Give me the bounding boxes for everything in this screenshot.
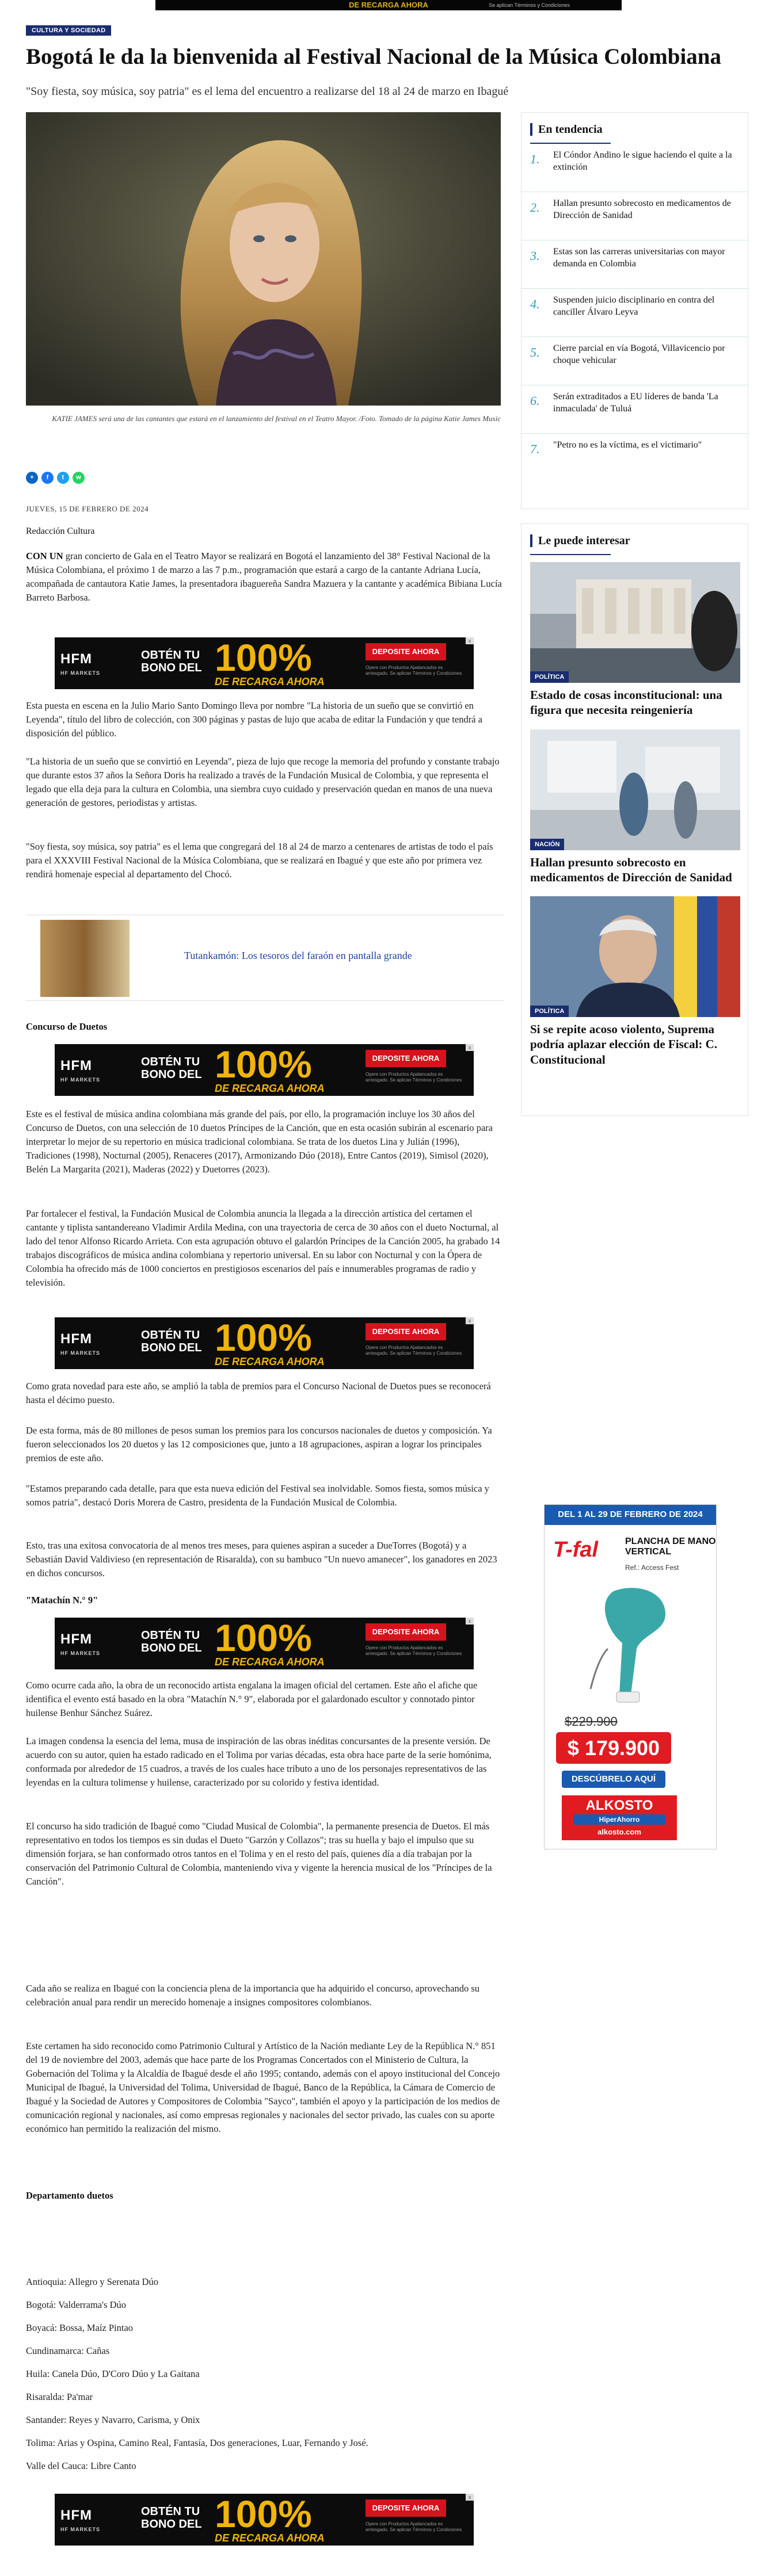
author: Redacción Cultura xyxy=(26,526,95,536)
article-paragraph: Esto, tras una exitosa convocatoria de al menos tres meses, para quienes aspiran a suceder a DueTorres (Bogotá) y a Sebastián David Valdivieso (en representación de Risaralda), con su bambuco "Un nuevo amanecer", los ganadores en 2023 en dichos concursos. xyxy=(26,1540,497,1579)
ad-recarga: DE RECARGA AHORA xyxy=(215,2532,325,2544)
ad2-new-price: $ 179.900 xyxy=(556,1732,671,1764)
article-paragraph: "Soy fiesta, soy música, soy patria" es el lema que congregará del 18 al 24 de marzo a centenares de artistas de todo el país para el XXXVIII Festival Nacional de la Música Colombiana, que se realizará en Ibagué y que este año por primera vez rendirá homenaje especial al departamento del Chocó. xyxy=(26,841,493,880)
trend-item[interactable]: 4. Suspenden juicio disciplinario en contra del canciller Álvaro Leyva xyxy=(521,289,748,337)
article-paragraph: Par fortalecer el festival, la Fundación Musical de Colombia anuncia la llegada a la dirección artística del certamen el cantante y tiplista santandereano Vladimir Ardila Medina, con una trayectoria de cerca de 30 años con el dueto Nocturnal, al lado del tenor Alfonso Ricardo Arrieta. Con esta agrupación obtuvo el galardón Príncipes de la Canción 2005, ha grabado 14 trabajos discográficos de música andina colombiana y repertorio universal. En su labor con Nocturnal y con la Ópera de Colombia ha ofrecido más de 1000 conciertos en prestigiosos escenarios del país e innumerables programas de radio y televisión. xyxy=(26,1208,500,1288)
hfm-banner-ad[interactable] xyxy=(55,2494,474,2546)
ad-close-icon[interactable]: x xyxy=(466,2494,474,2501)
ad2-ref: Ref.: Access Fest xyxy=(625,1564,679,1572)
photo-caption: KATIE JAMES será una de las cantantes que estará en el lanzamiento del festival en el Teatro Mayor. /Foto. Tomado de la página Katie James Music xyxy=(52,414,501,423)
recommended-card[interactable] xyxy=(530,562,739,718)
ad-deposit-button[interactable]: DEPOSITE AHORA xyxy=(366,1623,446,1641)
article-paragraph: "La historia de un sueño que se convirtió en Leyenda", pieza de lujo que recoge la memoria del profundo y constante trabajo que durante estos 37 años la Señora Doris ha realizado a través de la Fundación Musical de Colombia, y que representa el legado que ella deja para la cultura en Colombia, una siembra cuyo cuidado y preservación quedan en manos de una nueva generación de gestores, periodistas y artistas. xyxy=(26,756,500,808)
ad2-date-bar: DEL 1 AL 29 DE FEBRERO DE 2024 xyxy=(545,1505,716,1525)
top-ad-text: DE RECARGA AHORA xyxy=(349,1,428,9)
trend-item[interactable]: 2. Hallan presunto sobrecosto en medicamentos de Dirección de Sanidad xyxy=(521,192,748,240)
ad-percent: 100% xyxy=(215,1618,312,1659)
woman-portrait-image xyxy=(26,112,501,406)
article-paragraph: Esta puesta en escena en la Julio Mario Santo Domingo lleva por nombre "La historia de un sueño que se convirtió en Leyenda", título del libro de colección, con 300 páginas y pastas de lujo que acaba de editar la Fundación y que tendrá a disposición del público. xyxy=(26,700,482,739)
alkosto-ad[interactable] xyxy=(544,1504,717,1849)
category-tag[interactable]: CULTURA Y SOCIEDAD xyxy=(26,25,111,36)
duet-list-item: Bogotá: Valderrama's Dúo xyxy=(26,2299,127,2310)
trend-item[interactable]: 3. Estas son las carreras universitarias con mayor demanda en Colombia xyxy=(521,240,748,289)
ad-percent: 100% xyxy=(215,1044,312,1086)
ad-terms: Opere con Productos Apalancados es arriesgado. Se aplican Términos y Condiciones xyxy=(366,2521,462,2533)
ad-recarga: DE RECARGA AHORA xyxy=(215,676,325,687)
ad2-old-price: $229.900 xyxy=(565,1714,618,1729)
recommended-title: Le puede interesar xyxy=(530,534,739,547)
facebook-icon[interactable]: f xyxy=(41,472,54,484)
trend-item[interactable]: 6. Serán extraditados a EU líderes de banda 'La inmaculada' de Tuluá xyxy=(521,385,748,434)
recommended-card[interactable] xyxy=(530,729,739,885)
hfm-logo: HFM HF MARKETS xyxy=(60,2508,100,2532)
publish-date: JUEVES, 15 DE FEBRERO DE 2024 xyxy=(26,505,149,513)
duet-list-item: Santander: Reyes y Navarro, Carisma, y Onix xyxy=(26,2414,200,2425)
ad-recarga: DE RECARGA AHORA xyxy=(215,1083,325,1094)
ad-headline: OBTÉN TU BONO DEL xyxy=(141,649,202,674)
related-title[interactable]: Tutankamón: Los tesoros del faraón en pantalla grande xyxy=(184,950,412,961)
ad-headline: OBTÉN TU BONO DEL xyxy=(141,1056,202,1081)
article-paragraph: La imagen condensa la esencia del lema, musa de inspiración de las obras inéditas concursantes de la presente versión. De acuerdo con su autor, quien ha estado radicado en el Tolima por varias décadas, esta obra hace parte de la serie homónima, conformada por alrededor de 15 cuadros, a través de los cuales hace tributo a uno de los personajes representativos de las leyendas en la cultura tolimense y huilense, caracterizado por su colorido y festiva identidad. xyxy=(26,1736,492,1788)
card-image[interactable] xyxy=(530,562,740,683)
ad-close-icon[interactable]: x xyxy=(466,637,474,644)
hfm-logo: HFM HF MARKETS xyxy=(60,651,100,676)
ad-terms: Opere con Productos Apalancados es arriesgado. Se aplican Términos y Condiciones xyxy=(366,1072,462,1083)
article-paragraph xyxy=(26,549,504,605)
ad-terms: Opere con Productos Apalancados es arriesgado. Se aplican Términos y Condiciones xyxy=(366,1345,462,1356)
title-underline xyxy=(530,554,611,555)
ad-headline: OBTÉN TU BONO DEL xyxy=(141,2505,202,2531)
card-title[interactable]: Hallan presunto sobrecosto en medicamentos de Dirección de Sanidad xyxy=(530,855,732,884)
ad-deposit-button[interactable]: DEPOSITE AHORA xyxy=(366,2499,446,2517)
ad2-cta-button[interactable]: DESCÚBRELO AQUÍ xyxy=(562,1771,665,1788)
duet-list-item: Boyacá: Bossa, Maíz Pintao xyxy=(26,2322,134,2333)
duet-list-item: Cundinamarca: Cañas xyxy=(26,2345,110,2356)
ad-recarga: DE RECARGA AHORA xyxy=(215,1656,325,1668)
article-paragraph: "Estamos preparando cada detalle, para que esta nueva edición del Festival sea inolvidable. Somos fiesta, somos música y somos patria", destacó Doris Morera de Castro, presidenta de la Fundación Musical de Colombia. xyxy=(26,1483,489,1508)
trend-item[interactable]: 1. El Cóndor Andino le sigue haciendo el quite a la extinción xyxy=(521,144,748,192)
hero-photo xyxy=(26,112,501,406)
section-heading: Departamento duetos xyxy=(26,2190,113,2201)
section-heading: Concurso de Duetos xyxy=(26,1021,108,1032)
twitter-icon[interactable]: t xyxy=(57,472,69,484)
ad-headline: OBTÉN TU BONO DEL xyxy=(141,1629,202,1654)
card-tag[interactable]: NACIÓN xyxy=(530,839,564,850)
steamer-image xyxy=(579,1580,683,1709)
duet-list-item: Tolima: Arias y Ospina, Camino Real, Fantasía, Dos generaciones, Luar, Fernando y José. xyxy=(26,2437,368,2448)
card-title[interactable]: Si se repite acoso violento, Suprema podría aplazar elección de Fiscal: C. Constitucional xyxy=(530,1022,718,1067)
trend-item[interactable]: 7. "Petro no es la víctima, es el victimario" xyxy=(530,440,702,456)
trending-widget xyxy=(521,112,748,509)
related-article[interactable] xyxy=(26,915,504,1001)
whatsapp-icon[interactable]: w xyxy=(73,472,85,484)
ad-percent: 100% xyxy=(215,1317,312,1359)
article-paragraph: Este es el festival de música andina colombiana más grande del país, por ello, la programación incluye los 30 años del Concurso de Duetos, con una selección de 10 duetos Príncipes de la Canción, que en esta ocasión subirán al escenario para interpretar lo mejor de su repertorio en música tradicional colombiana. Se trata de los duetos Lina y Julián (1996), Tradiciones (1998), Nocturnal (2005), Renaceres (2017), Armonizando Dúo (2018), Entre Cantos (2019), Simisol (2020), Belén La Margarita (2021), Maderas (2022) y Duetorres (2023). xyxy=(26,1109,493,1175)
article-paragraph: Cada año se realiza en Ibagué con la conciencia plena de la importancia que ha adquirido el concurso, aprovechando su celebración anual para rendir un merecido homenaje a insignes compositores colombianos. xyxy=(26,1983,479,2008)
subheadline: "Soy fiesta, soy música, soy patria" es el lema del encuentro a realizarse del 18 al 24 de marzo en Ibagué xyxy=(26,85,509,98)
ad-deposit-button[interactable]: DEPOSITE AHORA xyxy=(366,643,446,660)
headline: Bogotá le da la bienvenida al Festival Nacional de la Música Colombiana xyxy=(26,44,721,69)
hfm-banner-ad[interactable] xyxy=(55,1317,474,1369)
lead-strong: CON UN xyxy=(26,551,63,561)
hfm-banner-ad[interactable] xyxy=(55,637,474,689)
article-paragraph: Como grata novedad para este año, se amplió la tabla de premios para el Concurso Nacional de Duetos pues se reconocerá hasta el décimo puesto. xyxy=(26,1381,491,1405)
hfm-banner-ad[interactable] xyxy=(55,1618,474,1669)
card-image[interactable] xyxy=(530,729,740,850)
ad-close-icon[interactable]: x xyxy=(466,1618,474,1625)
ad-headline: OBTÉN TU BONO DEL xyxy=(141,1329,202,1354)
lead-text: gran concierto de Gala en el Teatro Mayor se realizará en Bogotá el lanzamiento del 38° Festival Nacional de la Música Colombiana, el próximo 1 de marzo a las 7 p.m., programación que estará a cargo de la cantante Adriana Lucía, acompañada de cantautora Katie James, la presentadora ibaguereña Sandra Mazuera y la cantante y académica Bibiana Lucía Barreto Barbosa. xyxy=(26,551,502,603)
alkosto-logo: ALKOSTO HiperAhorro alkosto.com xyxy=(562,1795,677,1840)
duet-list-item: Huila: Canela Dúo, D'Coro Dúo y La Gaitana xyxy=(26,2368,200,2379)
trend-item[interactable]: 5. Cierre parcial en vía Bogotá, Villavicencio por choque vehicular xyxy=(521,337,748,385)
article-paragraph: El concurso ha sido tradición de Ibagué como "Ciudad Musical de Colombia", la permanente presencia de Duetos. El más representativo en todos los tiempos es sin dudas el Dueto "Garzón y Collazos"; tras su huella y bajo el impulso que su dimensión forjara, se han conformado otros tantos en el Tolima y en el resto del país, quienes día a día trabajan por la conservación del Patrimonio Cultural de Colombia, manteniendo viva y vigente la herencia musical de los "Príncipes de la Canción". xyxy=(26,1821,492,1887)
top-banner-ad[interactable] xyxy=(155,0,622,10)
ad-close-icon[interactable]: x xyxy=(466,1317,474,1324)
ad-percent: 100% xyxy=(215,2494,312,2535)
related-thumbnail xyxy=(40,920,130,997)
duet-list-item: Valle del Cauca: Libre Canto xyxy=(26,2460,136,2471)
top-ad-terms: Se aplican Términos y Condiciones xyxy=(489,2,570,8)
ad-deposit-button[interactable]: DEPOSITE AHORA xyxy=(366,1323,446,1340)
duet-list-item: Antioquia: Allegro y Serenata Dúo xyxy=(26,2276,159,2287)
ad-terms: Opere con Productos Apalancados es arriesgado. Se aplican Términos y Condiciones xyxy=(366,665,462,677)
article-paragraph: Como ocurre cada año, la obra de un reconocido artista engalana la imagen oficial del certamen. Este año el afiche que identifica el evento está basado en la obra "Matachín N.° 9", elaborada por el galardonado escultor y connotado pintor huilense Benhur Sánchez Suárez. xyxy=(26,1680,478,1718)
share-buttons xyxy=(26,472,85,484)
section-heading: "Matachín N.° 9" xyxy=(26,1595,98,1606)
ad-percent: 100% xyxy=(215,637,312,679)
card-title[interactable]: Estado de cosas inconstitucional: una figura que necesita reingeniería xyxy=(530,688,722,717)
ad2-product: PLANCHA DE MANO VERTICAL xyxy=(625,1537,716,1557)
article-paragraph: Este certamen ha sido reconocido como Patrimonio Cultural y Artístico de la Nación mediante Ley de la República N.° 851 del 19 de noviembre del 2003, además que hace parte de los Programas Concertados con el Ministerio de Cultura, la Gobernación del Tolima y la Alcaldía de Ibagué desde el año 1995; contando, además con el apoyo institucional del Concejo Municipal de Ibagué, la Universidad del Tolima, Universidad de Ibagué, Banco de la República, la Cámara de Comercio de Ibagué y la Sociedad de Autores y Compositores de Colombia "Sayco", también el apoyo y la participación de los medios de comunicación regional y nacionales, así como empresas regionales y nacionales del sector privado, las cuales con su aporte económico han permitido la realización del mismo. xyxy=(26,2040,500,2134)
recommended-card[interactable] xyxy=(530,896,739,1067)
ad-terms: Opere con Productos Apalancados es arriesgado. Se aplican Términos y Condiciones xyxy=(366,1645,462,1657)
hfm-logo: HFM HF MARKETS xyxy=(60,1631,100,1656)
article-paragraph: De esta forma, más de 80 millones de pesos suman los premios para los concursos nacionales de duetos y composición. Ya fueron seleccionados los 20 duetos y las 12 composiciones que, junto a 18 agrupaciones, aspiran a lograr los principales premios de este año. xyxy=(26,1425,492,1463)
hfm-logo: HFM HF MARKETS xyxy=(60,1058,100,1083)
card-tag[interactable]: POLÍTICA xyxy=(530,1006,569,1017)
tfal-logo: T-fal xyxy=(553,1538,599,1562)
card-tag[interactable]: POLÍTICA xyxy=(530,671,569,683)
hfm-banner-ad[interactable] xyxy=(55,1044,474,1096)
duet-list-item: Risaralda: Pa'mar xyxy=(26,2391,93,2402)
recommended-widget xyxy=(521,523,748,1116)
hfm-logo: HFM HF MARKETS xyxy=(60,1331,100,1356)
share-plus-icon[interactable]: + xyxy=(26,472,38,484)
ad-deposit-button[interactable]: DEPOSITE AHORA xyxy=(366,1050,446,1067)
ad-close-icon[interactable]: x xyxy=(466,1044,474,1051)
ad-recarga: DE RECARGA AHORA xyxy=(215,1356,325,1367)
trending-title: En tendencia xyxy=(530,123,739,136)
card-image[interactable] xyxy=(530,896,740,1017)
